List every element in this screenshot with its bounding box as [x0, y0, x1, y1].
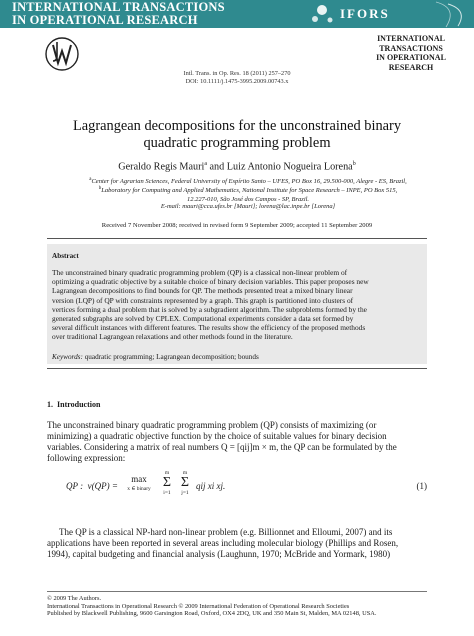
affil-mark: a — [89, 177, 92, 182]
affil-text: Center for Agrarian Sciences, Federal University of Espírito Santo – UFES, PO Box 16, 29.500-000, Alegre - ES, Brazil, — [91, 178, 407, 186]
authors — [20, 158, 454, 173]
author-affil-mark: a — [204, 161, 207, 167]
banner-line-2: IN OPERATIONAL RESEARCH — [12, 12, 198, 27]
sum-upper-limit: m — [164, 470, 170, 476]
title-line: quadratic programming problem — [143, 135, 331, 151]
copyright-footer — [47, 595, 427, 618]
equation-max: max — [131, 474, 147, 484]
footer-line: Published by Blackwell Publishing, 9600 Garsington Road, Oxford, OX4 2DQ, UK and 350 Main St, Malden, MA 02148, USA. — [47, 610, 377, 618]
section-heading: 1. Introduction — [47, 400, 101, 409]
title-line: Lagrangean decompositions for the unconstrained binary — [72, 118, 402, 134]
received-dates: Received 7 November 2008; received in revised form 9 September 2009; accepted 11 September 2009 — [101, 222, 373, 229]
body-line: The unconstrained binary quadratic programming problem (QP) consists of maximizing (or — [47, 420, 377, 430]
equation-lhs: QP : v(QP) = — [66, 481, 118, 491]
abstract-line: several difficult instances with different features. The results show the efficiency of the proposed methods — [52, 323, 366, 333]
side-title-line: IN OPERATIONAL — [376, 53, 446, 63]
author-name: Geraldo Regis Mauri — [118, 161, 205, 173]
equation-sum-j — [176, 470, 194, 496]
body-line: following expression: — [47, 453, 126, 464]
affil-text: Laboratory for Computing and Applied Mathematics, National Institute for Space Research – INPE, PO Box 515, — [101, 187, 398, 195]
keywords-list: quadratic programming; Lagrangean decomposition; bounds — [82, 353, 259, 361]
abstract-line: Lagrangean decompositions to find bounds for QP. The methods presented treat a mixed binary linear — [52, 286, 353, 296]
sigma-icon: Σ — [162, 475, 172, 490]
citation-info — [120, 70, 354, 86]
divider — [47, 368, 427, 369]
footer-divider — [47, 591, 427, 592]
body-line: variables. Considering a matrix of real numbers Q = [qij]m × m, the QP can be formulated by the — [47, 442, 397, 453]
abstract-line: over traditional Lagrangean relaxations and other methods found in the literature. — [52, 332, 293, 342]
citation-line: Intl. Trans. in Op. Res. 18 (2011) 257–270 — [183, 70, 291, 77]
body-line: 1994), capital budgeting and financial analysis (Laughunn, 1970; McBride and Yormark, 1980) — [47, 549, 391, 560]
divider — [47, 238, 427, 239]
abstract-line: version (LQP) of QP with constraints represented by a graph. This graph is partitioned into clusters of — [52, 295, 354, 305]
author-affil-mark: b — [352, 161, 356, 167]
abstract-line: generated subgraphs are solved by CPLEX. Computational experiments consider a data set formed by — [52, 314, 354, 324]
abstract-text — [52, 268, 423, 342]
ifors-logo — [308, 0, 474, 28]
abstract-line: optimizing a quadratic objective by a suitable choice of binary decision variables. This paper proposes new — [52, 277, 369, 287]
ifors-globe-icon — [308, 0, 474, 28]
banner-line-1: INTERNATIONAL TRANSACTIONS — [12, 0, 225, 14]
article-title — [40, 118, 434, 152]
equation-term: qij xi xj. — [196, 481, 226, 491]
side-title-line: RESEARCH — [388, 62, 434, 72]
equation-1 — [60, 470, 427, 504]
sigma-icon: Σ — [180, 475, 190, 490]
affil-mark: b — [98, 186, 102, 191]
equation-max-subscript: x ∈ binary — [127, 486, 151, 492]
journal-banner — [0, 0, 474, 28]
intro-paragraph-2 — [47, 527, 427, 560]
keywords — [52, 353, 423, 362]
author-separator: and — [206, 161, 227, 173]
doi-line: DOI: 10.1111/j.1475-3995.2009.00743.x — [185, 78, 289, 85]
journal-banner-title — [12, 1, 225, 26]
equation-sum-i — [158, 470, 176, 496]
journal-side-title — [366, 34, 456, 72]
author-name: Luiz Antonio Nogueira Lorena — [226, 161, 353, 173]
footer-line: International Transactions in Operational Research © 2009 International Federation of Operational Research Societies — [47, 602, 350, 610]
sum-lower-limit: i=1 — [163, 490, 171, 496]
affil-text: 12.227-010, São José dos Campos - SP, Brazil. — [186, 195, 310, 203]
side-title-line: TRANSACTIONS — [379, 43, 443, 53]
abstract-line: vertices forming a dual problem that is solved by a subgradient algorithm. The subproblems formed by the — [52, 304, 367, 314]
body-line: minimizing) a quadratic objective function by the choice of suitable values for binary decision — [47, 431, 387, 442]
wiley-logo-icon — [44, 36, 80, 72]
author-emails: E-mail: mauri@cca.ufes.br [Mauri]; lorena@lac.inpe.br [Lorena] — [160, 203, 336, 210]
body-line: applications have been reported in several areas including molecular biology (Phillips and Rosen, — [47, 538, 399, 549]
abstract-line: The unconstrained binary quadratic programming problem (QP) is a classical non-linear problem of — [52, 268, 348, 277]
abstract-heading: Abstract — [52, 252, 79, 260]
keywords-label: Keywords: — [52, 353, 83, 361]
side-title-line: INTERNATIONAL — [377, 34, 445, 43]
affiliation-b — [58, 185, 438, 204]
footer-line: © 2009 The Authors. — [47, 595, 102, 602]
intro-paragraph-1 — [47, 420, 427, 464]
sum-upper-limit: m — [182, 470, 188, 476]
sum-lower-limit: j=1 — [181, 490, 189, 496]
ifors-logo-text: IFORS — [340, 6, 390, 21]
equation-number: (1) — [416, 481, 427, 491]
body-line: The QP is a classical NP-hard non-linear problem (e.g. Billionnet and Elloumi, 2007) and its — [59, 527, 393, 537]
